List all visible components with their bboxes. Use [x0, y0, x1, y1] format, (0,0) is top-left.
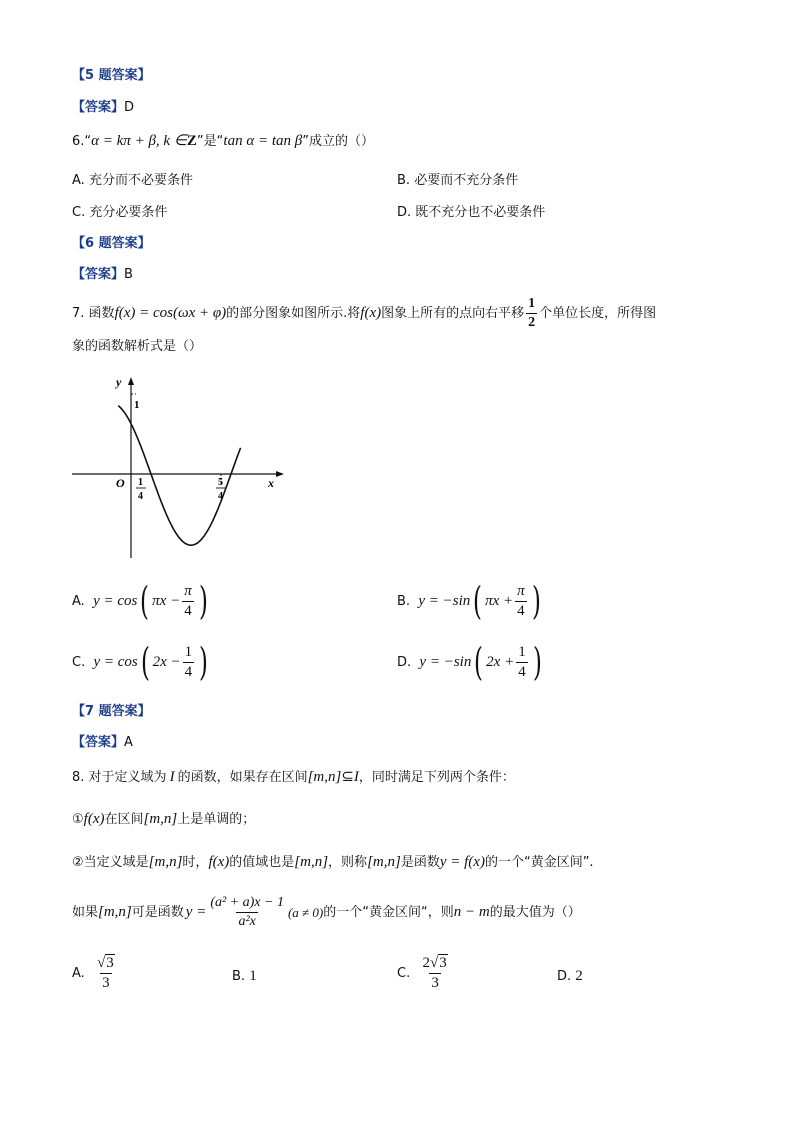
q7-stem-line2: 象的函数解析式是（）	[72, 339, 203, 354]
q6-integer-set: Z	[186, 133, 197, 149]
q8-option-a-letter: A.	[72, 966, 85, 981]
q8-c2-interval-3: [m,n]	[367, 854, 401, 870]
q8-l4-text-2: 可是函数	[131, 905, 184, 920]
q6-quote-open: “	[84, 134, 92, 149]
q8-c2-text-1: ②当定义域是	[72, 855, 149, 870]
q8-c2-interval-2: [m,n]	[294, 854, 329, 870]
q7-option-a-func: y = cos	[93, 592, 138, 609]
q7-header: 【7 题答案】	[72, 704, 151, 719]
y-tick-1: 1	[134, 399, 140, 411]
q6-option-d-letter: D.	[397, 205, 412, 220]
frac-num: 1	[184, 643, 193, 660]
q6-stem-mid: ”是“	[196, 134, 224, 149]
q6-option-c-text: 充分必要条件	[89, 205, 168, 220]
q7-text-1: 函数	[88, 306, 115, 321]
frac-den: 4	[184, 602, 192, 619]
q7-stem-line1	[72, 297, 656, 330]
paren-open-icon: (	[473, 579, 483, 623]
x-tick-2-den: 4	[218, 491, 223, 502]
q7-option-b[interactable]	[397, 579, 543, 623]
q8-function-fraction	[208, 896, 286, 929]
q7-shift-den: 2	[528, 315, 536, 330]
q8-c2-function: y = f(x)	[439, 854, 485, 870]
y-axis-label: y	[116, 375, 122, 389]
q7-graph	[66, 372, 292, 564]
x-axis-arrow-icon	[276, 471, 284, 477]
q8-subset: ⊆	[341, 769, 354, 785]
q8-option-d[interactable]	[557, 969, 583, 984]
q7-option-c-func: y = cos	[93, 653, 138, 670]
q8-stem-line1	[72, 770, 515, 785]
q8-stem-line4	[72, 896, 581, 929]
q7-option-b-fraction	[515, 584, 527, 619]
q8-c1-end: 上是单调的；	[177, 812, 256, 827]
q8-c1-text: 在区间	[104, 812, 144, 827]
x-tick-1-num: 1	[138, 477, 143, 488]
q8-interval: [m,n]	[307, 769, 342, 785]
frac-den: 4	[518, 663, 526, 680]
cosine-curve	[118, 406, 240, 546]
q7-number: 7.	[72, 306, 85, 321]
q8-c1-interval: [m,n]	[143, 811, 178, 827]
q6-option-c[interactable]	[72, 206, 167, 219]
q8-n-minus-m: n − m	[453, 904, 490, 920]
q8-option-c[interactable]	[397, 956, 452, 991]
q8-text-3: ，同时满足下列两个条件：	[358, 770, 515, 785]
q8-c2-text-3: 的值域也是	[229, 855, 295, 870]
q7-answer-label: 【答案】	[72, 735, 125, 750]
q6-number: 6.	[72, 134, 85, 149]
x-tick-1-den: 4	[138, 491, 143, 502]
q7-shift-fraction	[526, 297, 537, 330]
x-tick-2-num: 5	[218, 477, 223, 488]
q8-c1-fx: f(x)	[83, 811, 105, 827]
q6-option-d-text: 既不充分也不必要条件	[415, 205, 546, 220]
paren-close-icon: )	[532, 640, 542, 684]
q7-answer-value: A	[124, 735, 133, 750]
q6-answer	[72, 268, 133, 281]
q7-option-d-letter: D.	[397, 654, 412, 670]
q6-option-a-text: 充分而不必要条件	[88, 173, 193, 188]
q7-option-d-inner: 2x +	[486, 653, 515, 670]
q7-option-d-fraction	[516, 645, 528, 680]
q7-fx: f(x)	[360, 305, 382, 321]
q8-function-denominator: a²x	[238, 914, 256, 929]
paren-close-icon: )	[199, 640, 208, 684]
q8-c2-text-4: ，则称	[328, 855, 368, 870]
q7-text-4: 个单位长度，所得图	[539, 306, 657, 321]
q7-option-b-letter: B.	[397, 593, 411, 609]
frac-den: 3	[102, 975, 110, 991]
q8-condition-1	[72, 812, 255, 827]
q7-option-c-fraction	[183, 645, 195, 680]
q6-stem	[72, 134, 374, 149]
q5-answer-value: D	[124, 100, 135, 115]
q8-option-d-value: 2	[575, 968, 583, 984]
q8-domain-I-2: I	[353, 769, 359, 785]
y-axis-arrow-icon	[128, 377, 134, 385]
paren-close-icon: )	[198, 579, 208, 623]
q8-l4-text-3: 的一个“黄金区间“，则	[323, 905, 454, 920]
q6-option-d[interactable]	[397, 206, 545, 219]
frac-num: π	[517, 582, 525, 599]
q6-answer-label: 【答案】	[72, 267, 125, 282]
q6-option-c-letter: C.	[72, 205, 86, 220]
q7-answer	[72, 736, 133, 749]
q6-option-b-text: 必要而不充分条件	[414, 173, 519, 188]
q8-c2-text-2: 时，	[182, 855, 209, 870]
q5-header: 【5 题答案】	[72, 68, 151, 83]
q8-l4-interval: [m,n]	[98, 904, 132, 920]
q5-answer-label: 【答案】	[72, 100, 125, 115]
q8-c2-text-5: 是函数	[400, 855, 440, 870]
q6-option-a-letter: A.	[72, 173, 85, 188]
q7-option-a-inner: πx −	[152, 592, 181, 609]
paren-close-icon: )	[531, 579, 541, 623]
paren-open-icon: (	[474, 640, 484, 684]
frac-den: 4	[517, 602, 525, 619]
q8-c1-marker: ①	[72, 812, 84, 827]
q8-text-1: 对于定义域为	[88, 770, 167, 785]
q8-option-c-sqrt: 2√3	[422, 955, 447, 971]
q7-option-c-inner: 2x −	[152, 653, 181, 670]
q7-option-c-letter: C.	[72, 654, 86, 670]
frac-num: 1	[518, 643, 526, 660]
q6-option-b[interactable]	[397, 174, 518, 187]
q7-option-a[interactable]	[72, 579, 211, 623]
q6-answer-value: B	[124, 267, 133, 282]
q6-condition-tan: tan α = tan β	[223, 133, 303, 149]
paren-open-icon: (	[140, 640, 150, 684]
q8-condition: (a ≠ 0)	[287, 905, 324, 920]
q8-c2-text-6: 的一个“黄金区间”.	[484, 855, 594, 870]
origin-label: O	[116, 476, 125, 490]
q7-option-b-func: y = −sin	[418, 592, 471, 609]
q8-condition-2	[72, 855, 594, 870]
q7-option-b-inner: πx +	[485, 592, 514, 609]
q8-option-b-letter: B.	[232, 969, 246, 984]
q7-option-c[interactable]	[72, 640, 211, 684]
q7-option-d[interactable]	[397, 640, 545, 684]
q8-function-numerator: (a² + a)x − 1	[210, 895, 284, 910]
q7-text-2: 的部分图象如图所示.将	[226, 306, 361, 321]
q8-option-c-letter: C.	[397, 966, 411, 981]
radicand: 3	[439, 955, 447, 971]
frac-den: 3	[431, 975, 439, 991]
q7-shift-num: 1	[528, 296, 536, 311]
q6-condition-2: , k ∈	[155, 133, 187, 149]
q8-number: 8.	[72, 770, 85, 785]
q8-option-b[interactable]	[232, 969, 257, 984]
q7-option-a-fraction	[182, 584, 194, 619]
q8-l4-y: y =	[185, 904, 207, 920]
q5-answer	[72, 101, 134, 114]
q8-domain-I: I	[169, 769, 175, 785]
q8-l4-text-1: 如果	[72, 905, 99, 920]
q8-c2-interval-1: [m,n]	[148, 854, 183, 870]
q8-option-a-sqrt: √3	[97, 955, 114, 971]
q7-option-d-func: y = −sin	[419, 653, 472, 670]
frac-num: π	[184, 582, 192, 599]
q8-option-c-fraction	[420, 956, 449, 991]
q8-text-2: 的函数，如果存在区间	[177, 770, 308, 785]
q8-c2-fx: f(x)	[208, 854, 230, 870]
q6-header: 【6 题答案】	[72, 236, 151, 251]
q8-option-a-fraction	[95, 956, 117, 991]
paren-open-icon: (	[140, 579, 150, 623]
q6-stem-end: ”成立的（）	[302, 134, 374, 149]
q7-text-3: 图象上所有的点向右平移	[381, 306, 525, 321]
q8-l4-text-4: 的最大值为（）	[489, 905, 581, 920]
q8-option-b-value: 1	[249, 968, 257, 984]
q7-option-a-letter: A.	[72, 593, 85, 609]
coef: 2	[422, 955, 430, 971]
q6-option-b-letter: B.	[397, 173, 411, 188]
frac-den: 4	[184, 663, 193, 680]
q8-option-d-letter: D.	[557, 969, 572, 984]
radicand: 3	[106, 955, 114, 971]
q7-function: f(x) = cos(ωx + φ)	[114, 305, 227, 321]
q8-option-a[interactable]	[72, 956, 119, 991]
x-axis-label: x	[268, 476, 274, 490]
q6-option-a[interactable]	[72, 174, 193, 187]
q6-condition-1: α = kπ + β	[91, 133, 156, 149]
